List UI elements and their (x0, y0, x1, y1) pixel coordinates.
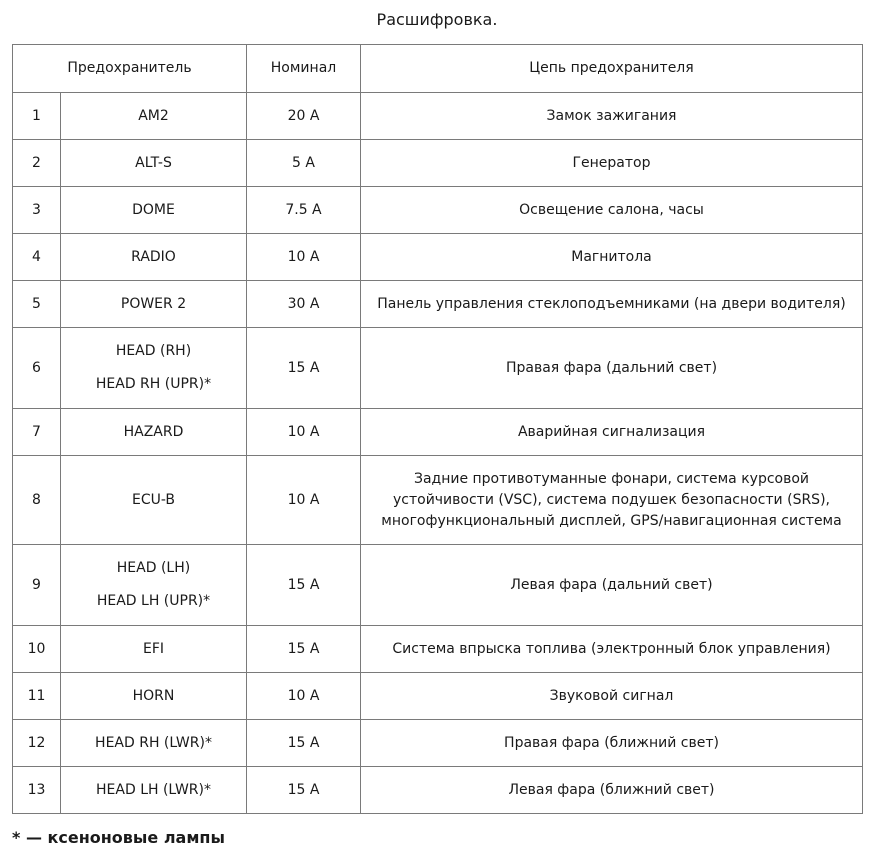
fuse-name-cell (61, 187, 247, 234)
fuse-rating: 15 A (247, 767, 361, 814)
table-row (13, 140, 863, 187)
fuse-rating: 10 A (247, 456, 361, 545)
page-title: Расшифровка. (376, 10, 498, 29)
table-row (13, 720, 863, 767)
fuse-name: DOME (132, 201, 175, 218)
fuse-rating: 10 A (247, 409, 361, 456)
fuse-name: HEAD RH (LWR)* (95, 734, 212, 751)
fuse-name-cell (61, 456, 247, 545)
header-fuse: Предохранитель (13, 45, 247, 93)
fuse-name: ECU-B (131, 491, 176, 508)
fuse-name: HEAD RH (UPR)* (95, 376, 212, 392)
fuse-circuit: Левая фара (ближний свет) (361, 767, 863, 814)
fuse-rating: 15 A (247, 720, 361, 767)
fuse-table (12, 44, 863, 814)
table-row (13, 456, 863, 545)
fuse-circuit: Освещение салона, часы (361, 187, 863, 234)
fuse-name: HEAD LH (LWR)* (96, 781, 211, 798)
fuse-name: HEAD (RH) (115, 343, 192, 359)
table-row (13, 767, 863, 814)
fuse-name-cell (61, 328, 247, 409)
fuse-circuit: Аварийная сигнализация (361, 409, 863, 456)
fuse-name-cell (61, 140, 247, 187)
fuse-circuit: Генератор (361, 140, 863, 187)
fuse-number: 1 (13, 93, 61, 140)
fuse-name: HEAD LH (UPR)* (96, 593, 211, 609)
fuse-circuit: Магнитола (361, 234, 863, 281)
table-row (13, 673, 863, 720)
fuse-number: 6 (13, 328, 61, 409)
fuse-rating: 20 A (247, 93, 361, 140)
fuse-name: HAZARD (123, 423, 184, 440)
fuse-number: 10 (13, 626, 61, 673)
fuse-circuit: Левая фара (дальний свет) (361, 545, 863, 626)
fuse-circuit: Панель управления стеклоподъемниками (на двери водителя) (361, 281, 863, 328)
fuse-name-cell (61, 281, 247, 328)
fuse-rating: 7.5 A (247, 187, 361, 234)
fuse-rating: 15 A (247, 626, 361, 673)
table-row (13, 93, 863, 140)
fuse-name-cell (61, 673, 247, 720)
fuse-name-cell (61, 767, 247, 814)
fuse-number: 11 (13, 673, 61, 720)
table-header-row (13, 45, 863, 93)
fuse-rating: 15 A (247, 545, 361, 626)
fuse-circuit: Правая фара (дальний свет) (361, 328, 863, 409)
fuse-circuit: Правая фара (ближний свет) (361, 720, 863, 767)
fuse-name: POWER 2 (120, 295, 187, 312)
fuse-number: 8 (13, 456, 61, 545)
fuse-name: RADIO (131, 248, 176, 265)
fuse-name-cell (61, 545, 247, 626)
table-row (13, 545, 863, 626)
fuse-number: 9 (13, 545, 61, 626)
fuse-number: 5 (13, 281, 61, 328)
table-body (13, 93, 863, 814)
fuse-circuit: Замок зажигания (361, 93, 863, 140)
table-row (13, 328, 863, 409)
fuse-name-cell (61, 720, 247, 767)
header-circuit: Цепь предохранителя (361, 45, 863, 93)
fuse-rating: 10 A (247, 234, 361, 281)
fuse-number: 3 (13, 187, 61, 234)
fuse-rating: 5 A (247, 140, 361, 187)
fuse-rating: 30 A (247, 281, 361, 328)
fuse-rating: 15 A (247, 328, 361, 409)
fuse-name: HEAD (LH) (116, 560, 191, 576)
fuse-number: 12 (13, 720, 61, 767)
fuse-rating: 10 A (247, 673, 361, 720)
footnote: * — ксеноновые лампы (12, 828, 225, 847)
fuse-name: ALT-S (135, 154, 172, 171)
fuse-name-cell (61, 93, 247, 140)
fuse-circuit: Система впрыска топлива (электронный блок управления) (361, 626, 863, 673)
fuse-number: 2 (13, 140, 61, 187)
fuse-number: 7 (13, 409, 61, 456)
fuse-circuit: Звуковой сигнал (361, 673, 863, 720)
table-row (13, 187, 863, 234)
fuse-circuit: Задние противотуманные фонари, система курсовой устойчивости (VSC), система подушек безопасности (SRS), многофункциональный дисплей, GPS/навигационная система (361, 456, 863, 545)
table-row (13, 281, 863, 328)
fuse-name: AM2 (138, 107, 169, 124)
table-row (13, 234, 863, 281)
fuse-name: EFI (142, 640, 165, 657)
fuse-name-cell (61, 409, 247, 456)
table-row (13, 626, 863, 673)
fuse-name-cell (61, 234, 247, 281)
header-rating: Номинал (247, 45, 361, 93)
fuse-name: HORN (132, 687, 175, 704)
fuse-number: 13 (13, 767, 61, 814)
fuse-name-cell (61, 626, 247, 673)
table-row (13, 409, 863, 456)
fuse-number: 4 (13, 234, 61, 281)
